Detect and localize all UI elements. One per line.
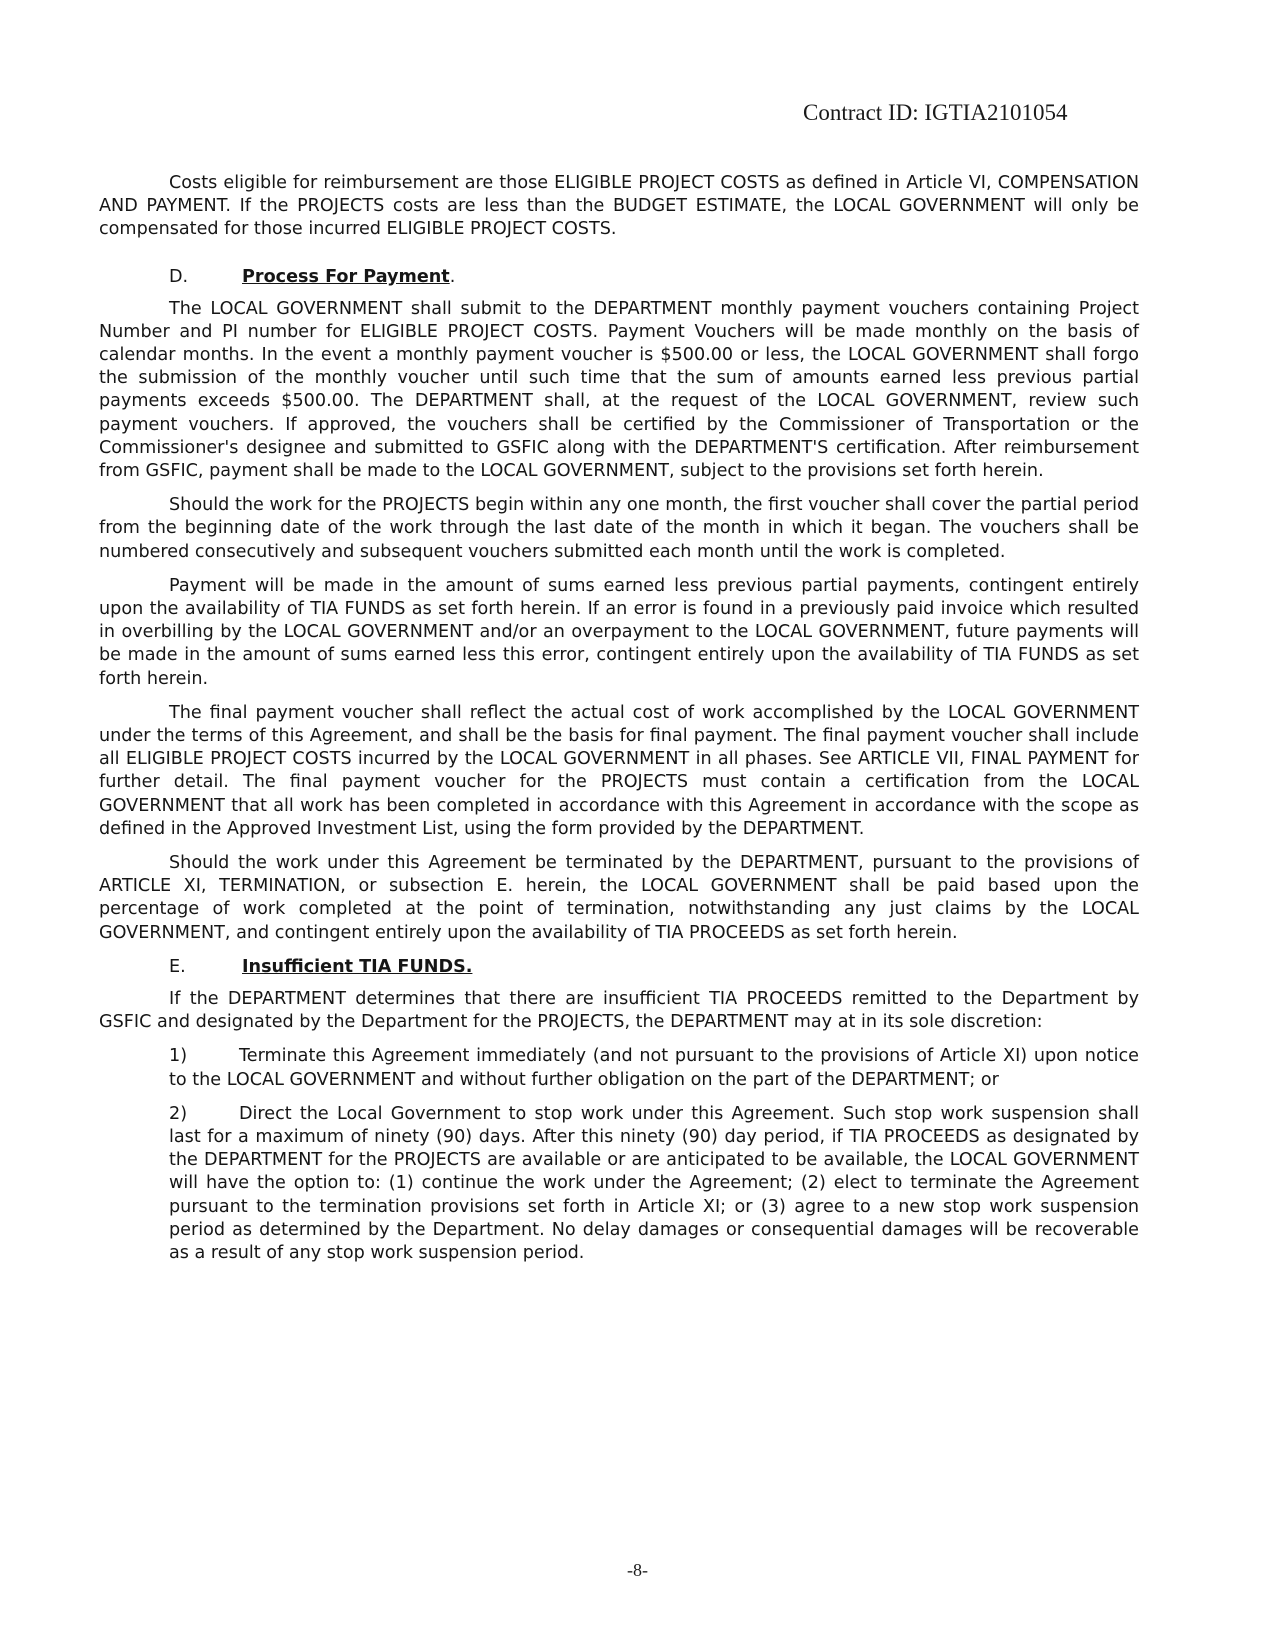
section-e-item-2-number: 2) (169, 1103, 188, 1124)
page-number: -8- (627, 1560, 648, 1580)
section-e-letter: E. (169, 956, 186, 977)
section-d-paragraph-3: Payment will be made in the amount of sums earned less previous partial payments, contingent entirely upon the availability of TIA FUNDS as set forth herein. If an error is found in a previously paid invoice which resulted in overbilling by the LOCAL GOVERNMENT and/or an overpayment to the LOCAL GOVERNMENT, future payments will be made in the amount of sums earned less this error, contingent entirely upon the availability of TIA FUNDS as set forth herein. (99, 575, 1139, 689)
section-e-intro: If the DEPARTMENT determines that there are insufficient TIA PROCEEDS remitted to the Department by GSFIC and designated by the Department for the PROJECTS, the DEPARTMENT may at in its sole discretion: (99, 988, 1139, 1033)
section-e-title: Insufficient TIA FUNDS. (242, 956, 473, 977)
section-d-paragraph-5: Should the work under this Agreement be terminated by the DEPARTMENT, pursuant to the provisions of ARTICLE XI, TERMINATION, or subsection E. herein, the LOCAL GOVERNMENT shall be paid based upon the percentage of work completed at the point of termination, notwithstanding any just claims by the LOCAL GOVERNMENT, and contingent entirely upon the availability of TIA PROCEEDS as set forth herein. (99, 853, 1139, 943)
section-d-title-punct: . (449, 266, 456, 287)
section-d-paragraph-4: The final payment voucher shall reflect the actual cost of work accomplished by the LOCAL GOVERNMENT under the terms of this Agreement, and shall be the basis for final payment. The final payment voucher shall include all ELIGIBLE PROJECT COSTS incurred by the LOCAL GOVERNMENT in all phases. See ARTICLE VII, FINAL PAYMENT for further detail. The final payment voucher for the PROJECTS must contain a certification from the LOCAL GOVERNMENT that all work has been completed in accordance with this Agreement in accordance with the scope as defined in the Approved Investment List, using the form provided by the DEPARTMENT. (99, 702, 1139, 839)
section-e-item-1-number: 1) (169, 1046, 188, 1067)
section-e-item-2 (169, 1103, 1139, 1265)
section-e-heading (99, 956, 1139, 980)
section-e-item-1-text: Terminate this Agreement immediately (and not pursuant to the provisions of Article XI) upon notice to the LOCAL GOVERNMENT and without further obligation on the part of the DEPARTMENT; or (169, 1046, 1139, 1090)
section-d-paragraph-2: Should the work for the PROJECTS begin within any one month, the first voucher shall cover the partial period from the beginning date of the work through the last date of the month in which it began. The vouchers shall be numbered consecutively and subsequent vouchers submitted each month until the work is completed. (99, 495, 1139, 562)
section-d-letter: D. (169, 266, 189, 287)
section-d-heading (99, 266, 1139, 290)
section-e-item-1 (169, 1045, 1139, 1091)
intro-paragraph: Costs eligible for reimbursement are those ELIGIBLE PROJECT COSTS as defined in Article VI, COMPENSATION AND PAYMENT. If the PROJECTS costs are less than the BUDGET ESTIMATE, the LOCAL GOVERNMENT will only be compensated for those incurred ELIGIBLE PROJECT COSTS. (99, 173, 1139, 240)
document-body (99, 172, 1139, 1276)
section-e-item-2-text: Direct the Local Government to stop work under this Agreement. Such stop work suspension shall last for a maximum of ninety (90) days. After this ninety (90) day period, if TIA PROCEEDS as designated by the DEPARTMENT for the PROJECTS are available or are anticipated to be available, the LOCAL GOVERNMENT will have the option to: (1) continue the work under the Agreement; (2) elect to terminate the Agreement pursuant to the termination provisions set forth in Article XI; or (3) agree to a new stop work suspension period as determined by the Department. No delay damages or consequential damages will be recoverable as a result of any stop work suspension period. (169, 1103, 1139, 1263)
contract-id: Contract ID: IGTIA2101054 (803, 100, 1068, 125)
section-d-title (242, 266, 455, 289)
section-d-title-text: Process For Payment (242, 266, 450, 287)
section-d-paragraph-1: The LOCAL GOVERNMENT shall submit to the DEPARTMENT monthly payment vouchers containing Project Number and PI number for ELIGIBLE PROJECT COSTS. Payment Vouchers will be made monthly on the basis of calendar months. In the event a monthly payment voucher is $500.00 or less, the LOCAL GOVERNMENT shall forgo the submission of the monthly voucher until such time that the sum of amounts earned less previous partial payments exceeds $500.00. The DEPARTMENT shall, at the request of the LOCAL GOVERNMENT, review such payment vouchers. If approved, the vouchers shall be certified by the Commissioner of Transportation or the Commissioner's designee and submitted to GSFIC along with the DEPARTMENT'S certification. After reimbursement from GSFIC, payment shall be made to the LOCAL GOVERNMENT, subject to the provisions set forth herein. (99, 298, 1139, 482)
